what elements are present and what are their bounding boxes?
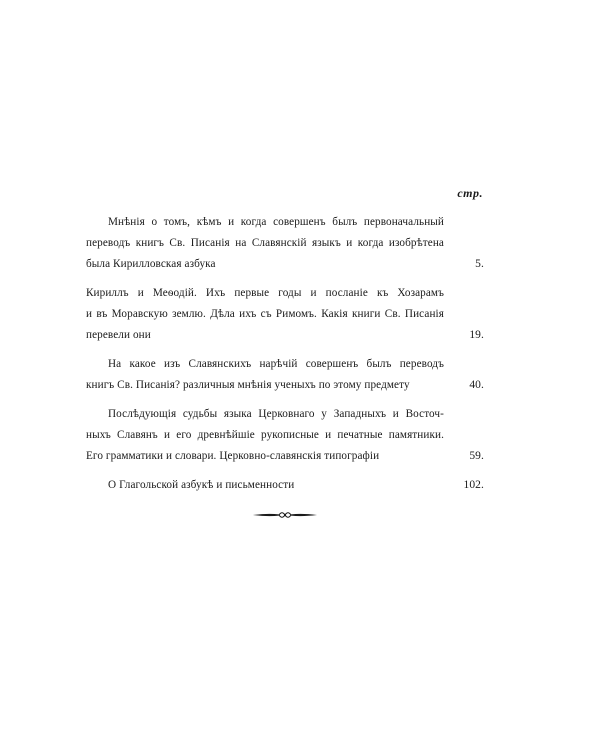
page-column-header: стр.: [457, 186, 483, 200]
toc-entry-line: Послѣдующія судьбы языка Церковнаго у Западныхъ и Восточ-: [108, 408, 444, 420]
toc-entry-1: [86, 212, 484, 275]
ornamental-rule-icon: [252, 509, 318, 521]
toc-entry-line: книгъ Св. Писанія? различныя мнѣнія ученыхъ по этому предмету: [86, 379, 410, 391]
toc-page-number: 19.: [469, 329, 484, 341]
toc-page-number: 59.: [469, 450, 484, 462]
toc-entry-line: Мнѣнія о томъ, кѣмъ и когда совершенъ былъ первоначальный: [108, 216, 444, 228]
toc-entry-line: переводъ книгъ Св. Писанія на Славянскій языкъ и когда изобрѣтена: [86, 237, 444, 249]
toc-entry-5: [86, 475, 484, 496]
toc-entry-line: Его грамматики и словари. Церковно-славянскія типографіи: [86, 450, 380, 462]
table-of-contents: [86, 186, 484, 496]
toc-entry-3: [86, 354, 484, 396]
toc-entry-4: [86, 404, 484, 467]
toc-entry-line: На какое изъ Славянскихъ нарѣчій совершенъ былъ переводъ: [108, 358, 444, 370]
toc-entry-line: О Глагольской азбукѣ и письменности: [108, 479, 295, 491]
toc-entry-line: и въ Моравскую землю. Дѣла ихъ съ Римомъ. Какія книги Св. Писанія: [86, 308, 444, 320]
toc-entry-2: [86, 283, 484, 346]
toc-entry-line: перевели они: [86, 329, 151, 341]
toc-entry-line: ныхъ Славянъ и его древнѣйшіе рукописные и печатные памятники.: [86, 429, 444, 441]
toc-page-number: 5.: [475, 258, 484, 270]
toc-page-number: 40.: [469, 379, 484, 391]
toc-entry-line: Кириллъ и Меѳодій. Ихъ первые годы и посланіе къ Хозарамъ: [86, 287, 444, 299]
toc-page-number: 102.: [463, 479, 484, 491]
toc-entry-line: была Кирилловская азбука: [86, 258, 216, 270]
